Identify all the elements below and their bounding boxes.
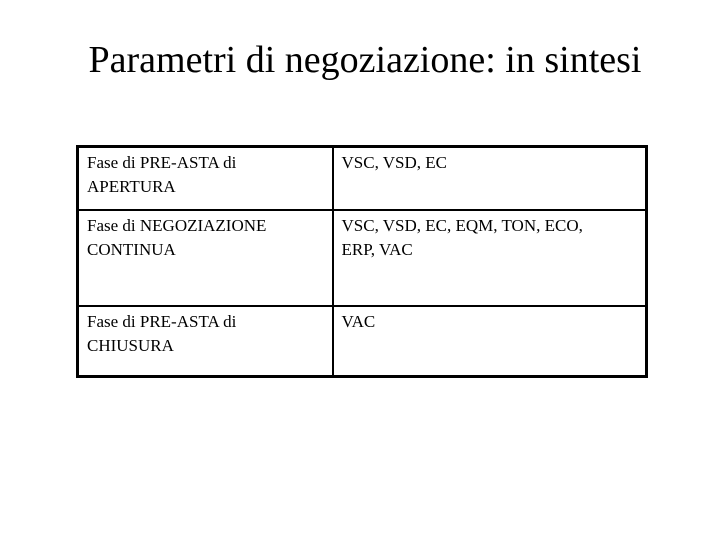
params-cell [333,306,647,377]
slide-title: Parametri di negoziazione: in sintesi [88,39,642,81]
parameters-table [76,145,648,378]
params-text-line1: VSC, VSD, EC, EQM, TON, ECO, [341,215,583,235]
params-cell [333,210,647,306]
phase-text-line1: Fase di NEGOZIAZIONE [87,215,267,235]
table-row-negoziazione-continua [78,210,647,306]
phase-text-line1: Fase di PRE-ASTA di [87,153,237,172]
phase-text-line2: APERTURA [87,177,176,196]
phase-cell [78,306,333,377]
params-text-line1: VAC [341,311,376,331]
phase-text-line2: CONTINUA [87,239,176,259]
params-text-line1: VSC, VSD, EC [341,153,447,172]
phase-cell [78,210,333,306]
params-cell [333,147,647,210]
phase-cell [78,147,333,210]
table-row-pre-asta-chiusura [78,306,647,377]
phase-text-line2: CHIUSURA [87,335,174,355]
phase-text-line1: Fase di PRE-ASTA di [87,311,237,331]
params-text-line2: ERP, VAC [341,239,413,259]
table-row-pre-asta-apertura [78,147,647,210]
